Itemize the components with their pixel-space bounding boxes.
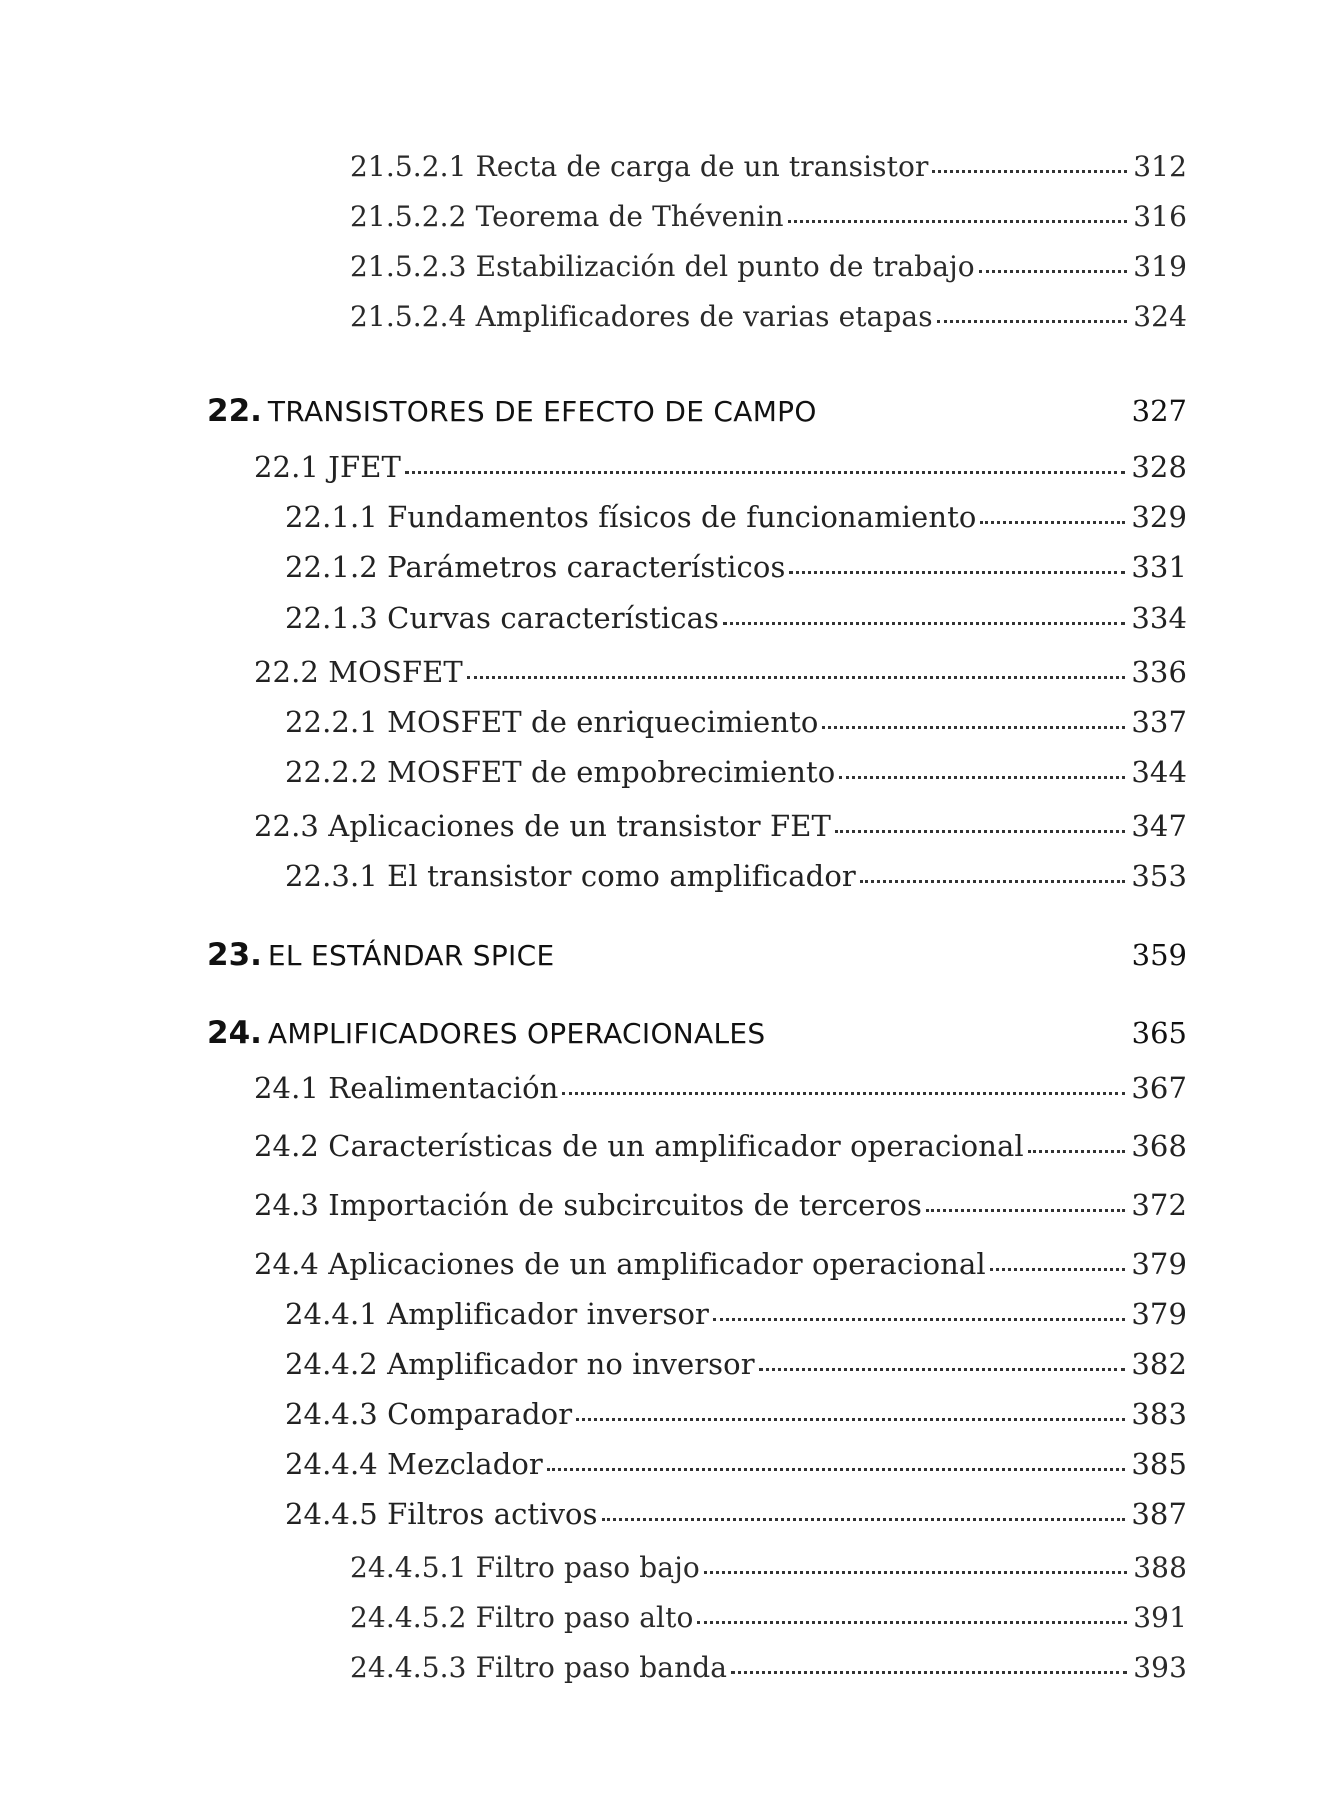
toc-entry[interactable] xyxy=(285,859,1187,893)
toc-entry[interactable] xyxy=(350,1651,1187,1684)
dot-leader xyxy=(576,1401,1125,1421)
toc-entry-page: 379 xyxy=(1131,1247,1187,1281)
toc-entry-page: 372 xyxy=(1131,1188,1187,1222)
toc-entry-label: 22.1.3 Curvas características xyxy=(285,601,719,635)
dot-leader xyxy=(979,253,1128,273)
toc-entry-label: 24.4 Aplicaciones de un amplificador operacional xyxy=(254,1247,986,1281)
chapter-number: 22. xyxy=(207,393,262,429)
chapter-page: 365 xyxy=(1131,1016,1187,1050)
toc-entry[interactable] xyxy=(254,1188,1187,1222)
dot-leader xyxy=(860,863,1126,883)
dot-leader xyxy=(835,813,1125,833)
chapter-title: EL ESTÁNDAR SPICE xyxy=(267,939,555,972)
toc-entry-page: 329 xyxy=(1131,500,1187,534)
toc-entry-label: 24.3 Importación de subcircuitos de terceros xyxy=(254,1188,922,1222)
chapter-number: 24. xyxy=(207,1015,262,1051)
toc-entry-label: 22.2.2 MOSFET de empobrecimiento xyxy=(285,755,836,789)
dot-leader xyxy=(697,1604,1127,1624)
toc-entry-page: 324 xyxy=(1133,300,1187,333)
chapter-page: 359 xyxy=(1131,938,1187,972)
toc-entry[interactable] xyxy=(254,655,1187,689)
toc-entry-label: 24.4.4 Mezclador xyxy=(285,1447,543,1481)
toc-entry[interactable] xyxy=(285,1447,1187,1481)
toc-entry-label: 22.2.1 MOSFET de enriquecimiento xyxy=(285,705,819,739)
chapter-title: TRANSISTORES DE EFECTO DE CAMPO xyxy=(267,395,817,428)
toc-entry[interactable] xyxy=(254,1071,1187,1105)
dot-leader xyxy=(723,605,1125,625)
dot-leader xyxy=(759,1351,1126,1371)
dot-leader xyxy=(602,1501,1126,1521)
toc-entry-page: 382 xyxy=(1131,1347,1187,1381)
dot-leader xyxy=(467,659,1125,679)
toc-entry[interactable] xyxy=(350,1551,1187,1584)
chapter-number: 23. xyxy=(207,937,262,973)
toc-entry-page: 337 xyxy=(1131,705,1187,739)
dot-leader xyxy=(926,1192,1125,1212)
toc-entry[interactable] xyxy=(350,300,1187,333)
toc-entry-page: 316 xyxy=(1133,200,1187,233)
toc-entry[interactable] xyxy=(350,200,1187,233)
toc-entry[interactable] xyxy=(254,1129,1187,1163)
dot-leader xyxy=(980,504,1125,524)
toc-entry-label: 24.4.5.1 Filtro paso bajo xyxy=(350,1551,700,1584)
toc-chapter[interactable] xyxy=(207,937,1187,973)
dot-leader xyxy=(990,1251,1126,1271)
toc-entry-page: 383 xyxy=(1131,1397,1187,1431)
toc-entry-label: 24.2 Características de un amplificador operacional xyxy=(254,1129,1024,1163)
toc-entry-page: 347 xyxy=(1131,809,1187,843)
toc-entry[interactable] xyxy=(254,809,1187,843)
toc-entry-label: 24.4.3 Comparador xyxy=(285,1397,573,1431)
toc-entry-label: 22.3.1 El transistor como amplificador xyxy=(285,859,856,893)
toc-entry[interactable] xyxy=(285,1297,1187,1331)
dot-leader xyxy=(932,153,1127,173)
toc-entry[interactable] xyxy=(285,1497,1187,1531)
toc-entry-page: 331 xyxy=(1131,550,1187,584)
toc-entry-page: 388 xyxy=(1133,1551,1187,1584)
toc-entry-page: 319 xyxy=(1133,250,1187,283)
toc-entry-page: 353 xyxy=(1131,859,1187,893)
toc-entry-label: 22.1 JFET xyxy=(254,450,401,484)
toc-entry-page: 368 xyxy=(1131,1129,1187,1163)
toc-entry-page: 334 xyxy=(1131,601,1187,635)
toc-entry-label: 24.4.5 Filtros activos xyxy=(285,1497,598,1531)
toc-entry[interactable] xyxy=(285,705,1187,739)
toc-entry[interactable] xyxy=(285,755,1187,789)
toc-entry[interactable] xyxy=(350,150,1187,183)
toc-entry[interactable] xyxy=(254,1247,1187,1281)
dot-leader xyxy=(713,1301,1125,1321)
toc-entry-label: 21.5.2.3 Estabilización del punto de trabajo xyxy=(350,250,975,283)
toc-entry-label: 21.5.2.4 Amplificadores de varias etapas xyxy=(350,300,933,333)
toc-entry-page: 391 xyxy=(1133,1601,1187,1634)
toc-entry-label: 22.3 Aplicaciones de un transistor FET xyxy=(254,809,831,843)
toc-entry-label: 22.1.1 Fundamentos físicos de funcionamiento xyxy=(285,500,977,534)
toc-entry-page: 344 xyxy=(1131,755,1187,789)
toc-entry[interactable] xyxy=(285,550,1187,584)
toc-entry-label: 21.5.2.1 Recta de carga de un transistor xyxy=(350,150,929,183)
dot-leader xyxy=(562,1075,1125,1095)
dot-leader xyxy=(1028,1133,1126,1153)
toc-entry-page: 387 xyxy=(1131,1497,1187,1531)
toc-chapter[interactable] xyxy=(207,393,1187,429)
toc-entry-page: 336 xyxy=(1131,655,1187,689)
toc-entry[interactable] xyxy=(285,1347,1187,1381)
dot-leader xyxy=(789,554,1125,574)
dot-leader xyxy=(788,203,1128,223)
toc-entry[interactable] xyxy=(350,1601,1187,1634)
toc-entry-label: 21.5.2.2 Teorema de Thévenin xyxy=(350,200,784,233)
chapter-page: 327 xyxy=(1131,394,1187,428)
dot-leader xyxy=(839,759,1125,779)
dot-leader xyxy=(547,1451,1125,1471)
toc-entry[interactable] xyxy=(254,450,1187,484)
dot-leader xyxy=(937,303,1128,323)
toc-entry-label: 24.4.5.3 Filtro paso banda xyxy=(350,1651,728,1684)
toc-entry-label: 24.4.1 Amplificador inversor xyxy=(285,1297,710,1331)
toc-entry[interactable] xyxy=(285,500,1187,534)
dot-leader xyxy=(731,1654,1127,1674)
toc-entry-label: 22.2 MOSFET xyxy=(254,655,463,689)
toc-entry-label: 24.4.2 Amplificador no inversor xyxy=(285,1347,755,1381)
toc-entry-label: 24.4.5.2 Filtro paso alto xyxy=(350,1601,694,1634)
toc-entry[interactable] xyxy=(285,601,1187,635)
toc-entry[interactable] xyxy=(285,1397,1187,1431)
dot-leader xyxy=(822,709,1125,729)
dot-leader xyxy=(704,1554,1127,1574)
toc-entry-page: 367 xyxy=(1131,1071,1187,1105)
chapter-title: AMPLIFICADORES OPERACIONALES xyxy=(267,1017,766,1050)
toc-entry-page: 385 xyxy=(1131,1447,1187,1481)
toc-entry-page: 312 xyxy=(1133,150,1187,183)
toc-entry-label: 22.1.2 Parámetros característicos xyxy=(285,550,786,584)
toc-entry-page: 379 xyxy=(1131,1297,1187,1331)
toc-entry-page: 328 xyxy=(1131,450,1187,484)
toc-entry[interactable] xyxy=(350,250,1187,283)
toc-entry-label: 24.1 Realimentación xyxy=(254,1071,559,1105)
dot-leader xyxy=(405,454,1125,474)
toc-entry-page: 393 xyxy=(1133,1651,1187,1684)
toc-chapter[interactable] xyxy=(207,1015,1187,1051)
